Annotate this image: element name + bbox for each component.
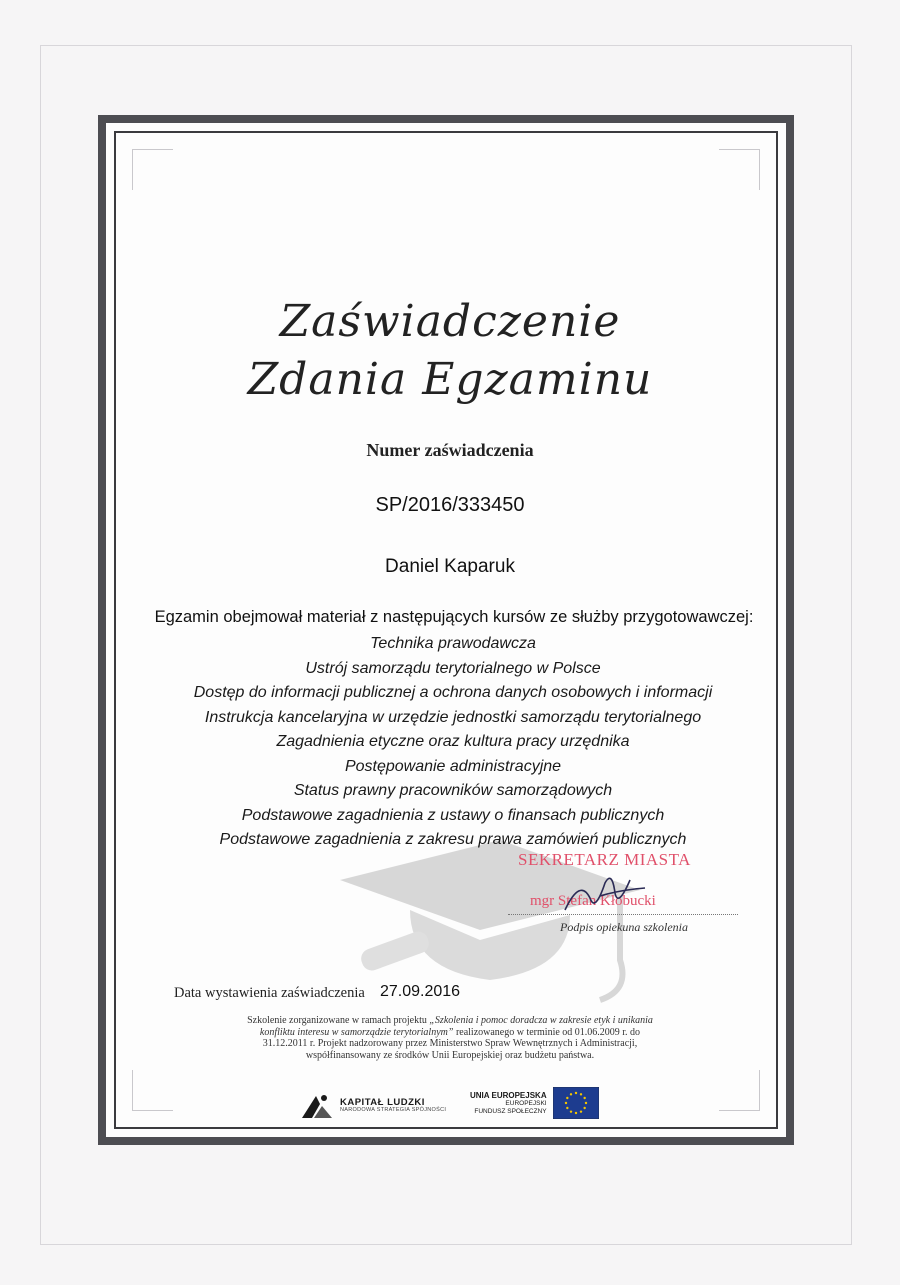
eu-logo-line1: UNIA EUROPEJSKA <box>470 1090 547 1100</box>
eu-logo-line2: EUROPEJSKI <box>505 1100 547 1108</box>
eu-star-icon <box>566 1107 568 1109</box>
course-item: Ustrój samorządu terytorialnego w Polsce <box>305 659 601 677</box>
eu-star-icon <box>566 1097 568 1099</box>
corner-ornament <box>719 149 760 190</box>
course-item: Status prawny pracowników samorządowych <box>293 782 613 799</box>
course-item: Instrukcja kancelaryjna w urzędzie jednostki samorządu terytorialnego <box>204 708 702 726</box>
eu-logo-line3: FUNDUSZ SPOŁECZNY <box>474 1107 547 1115</box>
eu-star-icon <box>574 1112 576 1114</box>
corner-ornament <box>132 149 173 190</box>
course-list <box>0 632 900 853</box>
stamp-title: SEKRETARZ MIASTA <box>518 850 691 869</box>
course-item: Podstawowe zagadnienia z ustawy o finansach publicznych <box>241 806 665 824</box>
eu-star-icon <box>569 1110 571 1112</box>
eu-star-icon <box>579 1110 581 1112</box>
kapital-ludzki-name: KAPITAŁ LUDZKI <box>340 1097 425 1109</box>
signature-line <box>508 914 738 915</box>
corner-ornament <box>719 1070 760 1111</box>
eu-star-icon <box>574 1092 576 1094</box>
eu-star-icon <box>569 1093 571 1095</box>
issue-date-value: 27.09.2016 <box>380 983 461 1000</box>
kapital-ludzki-logo <box>300 1092 446 1120</box>
kapital-ludzki-subtitle: NARODOWA STRATEGIA SPÓJNOŚCI <box>340 1107 447 1114</box>
eu-star-icon <box>564 1102 566 1104</box>
project-note-part2: realizowanego w terminie od 01.06.2009 r. do 31.12.2011 r. Projekt nadzorowany przez Ministerstwo Spraw Wewnętrznych i Administracji, współfinansowany ze środków Unii Europejskiej oraz budżetu państwa. <box>262 1026 641 1061</box>
project-note-title: „Szkolenia i pomoc doradcza w zakresie etyk i unikania konfliktu interesu w samorządzie terytorialnym” <box>259 1015 653 1038</box>
course-item: Podstawowe zagadnienia z zakresu prawa zamówień publicznych <box>219 831 687 848</box>
signature-caption: Podpis opiekuna szkolenia <box>560 920 688 934</box>
issue-date-label: Data wystawienia zaświadczenia <box>174 985 365 1001</box>
course-item: Zagadnienia etyczne oraz kultura pracy urzędnika <box>276 733 630 750</box>
handwritten-signature <box>560 868 650 918</box>
eu-star-icon <box>583 1097 585 1099</box>
certificate-title-line2: Zdania Egzaminu <box>247 354 653 405</box>
exam-intro-text: Egzamin obejmował materiał z następujących kursów ze służby przygotowawczej: <box>154 608 754 626</box>
certificate-title-line1: Zaświadczenie <box>279 296 621 347</box>
certificate-number-label: Numer zaświadczenia <box>366 440 534 460</box>
eu-star-icon <box>579 1093 581 1095</box>
project-note-part1: Szkolenie zorganizowane w ramach projektu <box>247 1015 427 1026</box>
course-item: Postępowanie administracyjne <box>344 757 562 775</box>
project-note <box>240 1015 660 1061</box>
course-item: Dostęp do informacji publicznej a ochrona danych osobowych i informacji <box>193 684 713 701</box>
eu-flag-icon <box>553 1087 599 1119</box>
certificate-holder-name: Daniel Kaparuk <box>385 556 515 577</box>
course-item: Technika prawodawcza <box>370 635 536 652</box>
stamp-name: mgr Stefan Kłobucki <box>530 893 656 909</box>
certificate-number: SP/2016/333450 <box>375 494 525 516</box>
eu-star-icon <box>583 1107 585 1109</box>
eu-star-icon <box>584 1102 586 1104</box>
eu-logo <box>470 1087 599 1119</box>
corner-ornament <box>132 1070 173 1111</box>
kapital-ludzki-mark-icon <box>300 1092 334 1120</box>
